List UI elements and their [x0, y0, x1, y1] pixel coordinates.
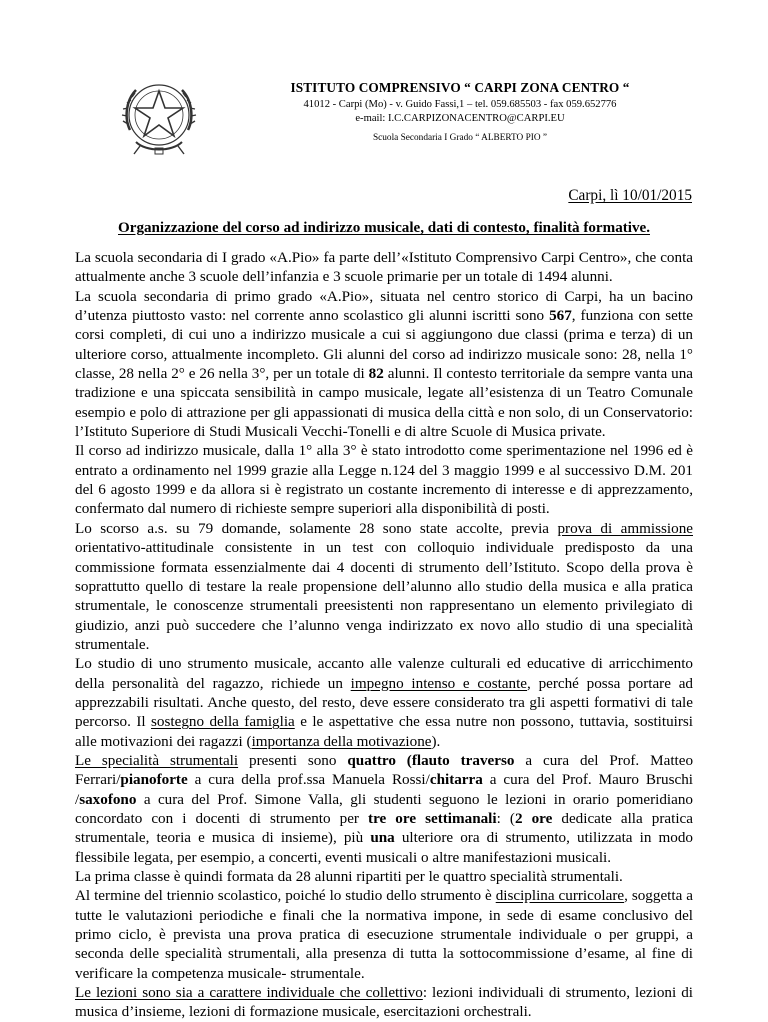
- paragraph-7: La prima classe è quindi formata da 28 alunni ripartiti per le quattro specialità strumentali.: [75, 868, 623, 885]
- music-students-count: 82: [368, 365, 384, 383]
- paragraph-4: Lo scorso a.s. su 79 domande, solamente 28 sono state accolte, previa prova di ammissione orientativo-attitudinale consistente in un test con colloquio individuale predisposto da una commissione formata essenzialmente dai 4 docenti di strumento dell’Istituto. Scopo della prova è soprattutto quello di testare la reale propensione dell’alunno allo studio della musica e alla pratica strumentale, le conoscenze strumentali preesistenti non rappresentano un elemento privilegiato di giudizio, anzi può succedere che l’alunno venga indirizzato ex novo allo studio di una specialità strumentale.: [75, 519, 693, 653]
- paragraph-6: Le specialità strumentali presenti sono quattro (flauto traverso a cura del Prof. Matteo Ferrari/pianoforte a cura della prof.ssa Manuela Rossi/chitarra a cura del Prof. Mauro Bruschi /saxofono a cura del Prof. Simone Valla, gli studenti seguono le lezioni in orario pomeridiano concordato con i docenti di strumento per tre ore settimanali: (2 ore dedicate alla pratica strumentale, teoria e musica di insieme), più una ulteriore ora di strumento, utilizzata in modo flessibile legata, per esempio, a concerti, eventi musicali o altre manifestazioni musicali.: [75, 751, 694, 866]
- paragraph-5: Lo studio di uno strumento musicale, accanto alle valenze culturali ed educative di arricchimento della personalità del ragazzo, richiede un impegno intenso e costante, perché possa portare ad apprezzabili risultati. Anche questo, del resto, deve essere considerato tra gli aspetti formativi di tale percorso. Il sostegno della famiglia e le aspettative che essa nutre non possono, tuttavia, sostituirsi alle motivazioni dei ragazzi (importanza della motivazione).: [75, 655, 694, 750]
- document-body: [75, 248, 693, 1022]
- document-title: Organizzazione del corso ad indirizzo musicale, dati di contesto, finalità formative.: [118, 220, 650, 236]
- school-name: Scuola Secondaria I Grado “ ALBERTO PIO ”: [372, 133, 548, 143]
- institute-email: e-mail: I.C.CARPIZONACENTRO@CARPI.EU: [355, 113, 565, 124]
- document-date: Carpi, lì 10/01/2015: [568, 187, 692, 204]
- enrolled-count: 567: [549, 307, 572, 325]
- institute-name: ISTITUTO COMPRENSIVO “ CARPI ZONA CENTRO “: [290, 80, 630, 95]
- paragraph-3: Il corso ad indirizzo musicale, dalla 1° alla 3° è stato introdotto come sperimentazione nel 1996 ed è entrato a ordinamento nel 1999 grazie alla Legge n.124 del 3 maggio 1999 e al successivo D.M. 201 del 6 agosto 1999 e da allora si è registrato un costante incremento di interesse e di apprezzamento, confermato dal numero di richieste sempre superiori alla disponibilità di posti.: [75, 442, 693, 518]
- paragraph-8: Al termine del triennio scolastico, poiché lo studio dello strumento è disciplina curricolare, soggetta a tutte le valutazioni periodiche e finali che la normativa impone, in sede di esame conclusivo del primo ciclo, è prevista una prova pratica di esecuzione strumentale individuale o per gruppi, a seconda delle specialità strumentali, alla presenza di tutta la sottocommissione d’esame, al fine di verificare la competenza musicale- strumentale.: [75, 887, 693, 982]
- paragraph-2: La scuola secondaria di primo grado «A.Pio», situata nel centro storico di Carpi, ha un bacino d’utenza piuttosto vasto: nel corrente anno scolastico gli alunni iscritti sono 567, funziona con sette corsi completi, di cui uno a indirizzo musicale a cui si aggiungono due classi (prima e terza) di un ulteriore corso, attualmente incompleto. Gli alunni del corso ad indirizzo musicale sono: 28, nella 1° classe, 28 nella 2° e 26 nella 3°, per un totale di 82 alunni. Il contesto territoriale da sempre vanta una tradizione e una spiccata sensibilità in campo musicale, legate all’esistenza di un Teatro Comunale esempio e polo di attrazione per gli appassionati di musica della città e non solo, di un Conservatorio: l’Istituto Superiore di Studi Musicali Vecchi-Tonelli e di altre Scuole di Musica private.: [75, 287, 694, 441]
- paragraph-1: La scuola secondaria di I grado «A.Pio» fa parte dell’«Istituto Comprensivo Carpi Centro», che conta attualmente anche 3 scuole dell’infanzia e 3 scuole primarie per un totale di 1494 alunni.: [75, 249, 693, 286]
- paragraph-9: Le lezioni sono sia a carattere individuale che collettivo: lezioni individuali di strumento, lezioni di musica d’insieme, lezioni di formazione musicale, esercitazioni orchestrali.: [75, 984, 693, 1021]
- institute-address: 41012 - Carpi (Mo) - v. Guido Fassi,1 – tel. 059.685503 - fax 059.652776: [303, 99, 617, 110]
